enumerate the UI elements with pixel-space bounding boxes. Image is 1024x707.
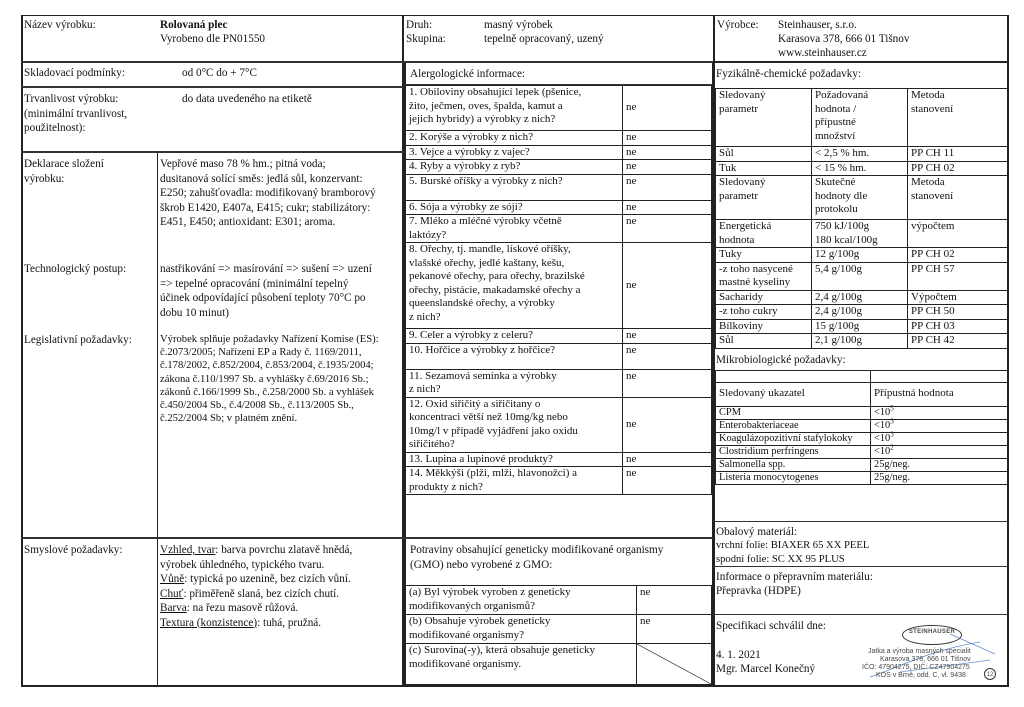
micro-name: Koagulázopozitivní stafylokoky xyxy=(716,433,871,446)
sensory-item xyxy=(160,543,400,572)
phys-cell: Tuky xyxy=(716,248,812,263)
phys-cell: Skutečné hodnoty dle protokolu xyxy=(812,176,908,220)
sensory-key: Vzhled, tvar xyxy=(160,544,216,556)
tech-label: Technologický postup: xyxy=(24,263,127,275)
micro-row xyxy=(716,433,1008,446)
approved-label: Specifikaci schválil dne: xyxy=(716,620,826,632)
phys-cell: < 15 % hm. xyxy=(812,161,908,176)
composition-value: Vepřové maso 78 % hm.; pitná voda; dusitanová solící směs: jedlá sůl, konzervant: E250; zahušťovadla: modifikovaný bramborový škrob E1420, E407a, E415; cukr; stabilizátory: E451, E450; antioxidant: E301; aroma. xyxy=(160,158,376,228)
micro-name: Clostridium perfringens xyxy=(716,446,871,459)
allergen-answer: ne xyxy=(623,215,712,243)
phys-cell: PP CH 42 xyxy=(908,334,1008,349)
micro-base: <10 xyxy=(874,407,891,418)
stamp-brand: STEINHAUSER xyxy=(908,629,956,635)
allergen-table xyxy=(406,85,712,495)
allergen-question: 2. Korýše a výrobky z nich? xyxy=(406,131,623,146)
sensory-value: : přiměřeně slaná, bez cizích chutí. xyxy=(183,587,340,600)
approved-by: Mgr. Marcel Konečný xyxy=(716,663,816,675)
type-label: Druh: xyxy=(406,19,433,31)
micro-header-cell: Přípustná hodnota xyxy=(871,383,1008,407)
allergen-row xyxy=(406,200,712,215)
gmo-row xyxy=(406,615,712,644)
phys-row xyxy=(716,248,1008,263)
sensory-value: : barva povrchu zlatavě hnědá, výrobek úhledného, typického tvaru. xyxy=(160,544,353,571)
allergen-answer: ne xyxy=(623,200,712,215)
allergen-answer: ne xyxy=(623,452,712,467)
producer-label: Výrobce: xyxy=(717,19,759,31)
allergen-question: 5. Burské oříšky a výrobky z nich? xyxy=(406,174,623,200)
allergen-row xyxy=(406,343,712,369)
gmo-row xyxy=(406,644,712,685)
sensory-label: Smyslové požadavky: xyxy=(24,544,123,556)
phys-cell: 15 g/100g xyxy=(812,319,908,334)
allergen-question: 13. Lupina a lupinové produkty? xyxy=(406,452,623,467)
divider xyxy=(713,614,1009,615)
phys-cell: Metoda stanovení xyxy=(908,89,1008,147)
allergen-answer: ne xyxy=(623,160,712,175)
allergen-question: 9. Celer a výrobky z celeru? xyxy=(406,329,623,344)
micro-table xyxy=(715,370,1008,485)
allergen-answer: ne xyxy=(623,145,712,160)
product-standard: Vyrobeno dle PN01550 xyxy=(160,33,266,45)
micro-text: 25g/neg. xyxy=(874,459,911,470)
stamp-line: Jatka a výroba masných specialit xyxy=(868,648,971,655)
sensory-item xyxy=(160,572,400,587)
allergen-question: 14. Měkkýši (plži, mlži, hlavonožci) a produkty z nich? xyxy=(406,467,623,495)
shelf-life-label: Trvanlivost výrobku: (minimální trvanlivost, použitelnost): xyxy=(24,93,128,134)
micro-header-row xyxy=(716,383,1008,407)
micro-name: Salmonella spp. xyxy=(716,459,871,472)
micro-exponent: 3 xyxy=(890,417,894,426)
sensory-item xyxy=(160,587,400,602)
divider xyxy=(21,61,404,63)
allergen-question: 12. Oxid siřičitý a siřičitany o koncentraci větší než 10mg/kg nebo 10mg/l v případě vyjádření jako oxidu siřičitého? xyxy=(406,397,623,452)
allergen-question: 1. Obiloviny obsahující lepek (pšenice, žito, ječmen, oves, špalda, kamut a jejich hybridy) a výrobky z nich? xyxy=(406,86,623,131)
micro-exponent: 5 xyxy=(890,404,894,413)
allergen-row xyxy=(406,397,712,452)
phys-cell: PP CH 02 xyxy=(908,161,1008,176)
micro-base: <10 xyxy=(874,420,891,431)
allergen-row xyxy=(406,160,712,175)
gmo-question: (b) Obsahuje výrobek geneticky modifikované organismy? xyxy=(406,615,637,644)
divider xyxy=(21,151,404,153)
phys-cell: Bílkoviny xyxy=(716,319,812,334)
producer-address: Karasova 378, 666 01 Tišnov xyxy=(778,33,910,45)
phys-row xyxy=(716,319,1008,334)
sensory-key: Chuť xyxy=(160,587,184,600)
phys-row xyxy=(716,262,1008,290)
sensory-value: : tuhá, pružná. xyxy=(257,616,322,629)
phys-cell: Sůl xyxy=(716,147,812,162)
allergen-row xyxy=(406,145,712,160)
gmo-answer: ne xyxy=(637,586,712,615)
allergen-answer: ne xyxy=(623,131,712,146)
phys-cell: Sledovaný parametr xyxy=(716,89,812,147)
sensory-key: Vůně xyxy=(160,573,185,585)
allergen-answer: ne xyxy=(623,369,712,397)
product-name-label: Název výrobku: xyxy=(24,19,96,31)
allergen-question: 4. Ryby a výrobky z ryb? xyxy=(406,160,623,175)
approved-date: 4. 1. 2021 xyxy=(716,649,761,661)
shelf-life-value: do data uvedeného na etiketě xyxy=(182,93,312,105)
phys-cell: PP CH 02 xyxy=(908,248,1008,263)
allergen-question: 11. Sezamová semínka a výrobky z nich? xyxy=(406,369,623,397)
phys-title: Fyzikálně-chemické požadavky: xyxy=(716,68,862,80)
allergen-answer: ne xyxy=(623,174,712,200)
storage-label: Skladovací podmínky: xyxy=(24,67,125,79)
phys-row xyxy=(716,161,1008,176)
stamp-line: Karasova 378, 666 01 Tišnov xyxy=(880,656,971,663)
phys-cell: 12 g/100g xyxy=(812,248,908,263)
phys-row xyxy=(716,290,1008,305)
micro-cell xyxy=(716,371,871,383)
phys-cell: Energetická hodnota xyxy=(716,220,812,248)
allergen-question: 3. Vejce a výrobky z vajec? xyxy=(406,145,623,160)
micro-base: <10 xyxy=(874,433,891,444)
allergen-row xyxy=(406,86,712,131)
stamp-line: IČO: 47904275, DIČ: CZ47904275 xyxy=(862,664,970,671)
phys-cell: PP CH 03 xyxy=(908,319,1008,334)
phys-cell: Sledovaný parametr xyxy=(716,176,812,220)
sensory-value: : typická po uzenině, bez cizích vůní. xyxy=(184,573,351,585)
allergen-title: Alergologické informace: xyxy=(410,68,526,80)
micro-row xyxy=(716,446,1008,459)
allergen-row xyxy=(406,329,712,344)
micro-value xyxy=(871,443,1008,459)
phys-cell: -z toho nasycené mastné kyseliny xyxy=(716,262,812,290)
producer-web: www.steinhauser.cz xyxy=(778,47,867,59)
phys-row xyxy=(716,89,1008,147)
phys-cell: Metoda stanovení xyxy=(908,176,1008,220)
micro-value xyxy=(871,459,1008,472)
sensory-key: Barva xyxy=(160,602,187,614)
stamp-line: KOS v Brně, odd. C, vl. 9438 xyxy=(876,672,966,679)
strike-diagonal xyxy=(637,644,711,684)
micro-name: Listeria monocytogenes xyxy=(716,472,871,485)
phys-cell: PP CH 50 xyxy=(908,305,1008,320)
micro-header-cell: Sledovaný ukazatel xyxy=(716,383,871,407)
sensory-key: Textura (konzistence) xyxy=(160,616,258,629)
gmo-question: (c) Surovina(-y), která obsahuje geneticky modifikované organismy. xyxy=(406,644,637,685)
sensory-item xyxy=(160,616,400,631)
phys-cell: 750 kJ/100g 180 kcal/100g xyxy=(812,220,908,248)
phys-cell: 2,1 g/100g xyxy=(812,334,908,349)
packaging-title: Obalový materiál: xyxy=(716,526,798,538)
divider xyxy=(713,521,1009,522)
transport-title: Informace o přepravním materiálu: xyxy=(716,571,873,583)
phys-cell: PP CH 57 xyxy=(908,262,1008,290)
micro-exponent: 2 xyxy=(890,443,894,452)
phys-cell: 2,4 g/100g xyxy=(812,305,908,320)
allergen-answer: ne xyxy=(623,397,712,452)
allergen-answer: ne xyxy=(623,329,712,344)
micro-name: CPM xyxy=(716,407,871,420)
company-stamp xyxy=(860,622,1000,684)
allergen-answer: ne xyxy=(623,343,712,369)
allergen-row xyxy=(406,215,712,243)
micro-row xyxy=(716,472,1008,485)
packaging-bottom: spodní folie: SC XX 95 PLUS xyxy=(716,554,845,565)
composition-label: Deklarace složení výrobku: xyxy=(24,158,104,185)
micro-exponent: 3 xyxy=(890,430,894,439)
type-value: masný výrobek xyxy=(484,19,553,31)
stamp-number: 12 xyxy=(984,668,996,680)
packaging-top: vrchní folie: BIAXER 65 XX PEEL xyxy=(716,540,870,551)
micro-title: Mikrobiologické požadavky: xyxy=(716,354,846,366)
allergen-row xyxy=(406,174,712,200)
phys-cell: Požadovaná hodnota / přípustné množství xyxy=(812,89,908,147)
micro-spacer-row xyxy=(716,371,1008,383)
phys-cell: Sacharidy xyxy=(716,290,812,305)
phys-cell: 2,4 g/100g xyxy=(812,290,908,305)
allergen-answer: ne xyxy=(623,243,712,329)
transport-value: Přepravka (HDPE) xyxy=(716,585,801,597)
allergen-row xyxy=(406,452,712,467)
phys-cell: < 2,5 % hm. xyxy=(812,147,908,162)
micro-value xyxy=(871,472,1008,485)
phys-cell: PP CH 11 xyxy=(908,147,1008,162)
legis-label: Legislativní požadavky: xyxy=(24,334,132,346)
sensory-item xyxy=(160,601,400,616)
allergen-row xyxy=(406,369,712,397)
micro-row xyxy=(716,407,1008,420)
tech-value: nastřikování => masírování => sušení => uzení => tepelné opracování (minimální tepelný účinek odpovídající působení teploty 70°C po dobu 10 minut) xyxy=(160,263,372,319)
allergen-answer: ne xyxy=(623,467,712,495)
micro-row xyxy=(716,459,1008,472)
phys-row xyxy=(716,147,1008,162)
gmo-answer: ne xyxy=(637,615,712,644)
phys-row xyxy=(716,334,1008,349)
left-column-divider xyxy=(157,152,158,687)
phys-cell: 5,4 g/100g xyxy=(812,262,908,290)
product-name: Rolovaná plec xyxy=(160,19,228,31)
allergen-question: 6. Sója a výrobky ze sóji? xyxy=(406,200,623,215)
storage-value: od 0°C do + 7°C xyxy=(182,67,257,79)
producer-name: Steinhauser, s.r.o. xyxy=(778,19,857,31)
sensory-list xyxy=(160,543,400,630)
allergen-question: 7. Mléko a mléčné výrobky včetně laktózy? xyxy=(406,215,623,243)
gmo-row xyxy=(406,586,712,615)
group-value: tepelně opracovaný, uzený xyxy=(484,33,604,45)
phys-row xyxy=(716,220,1008,248)
allergen-question: 10. Hořčice a výrobky z hořčice? xyxy=(406,343,623,369)
allergen-answer: ne xyxy=(623,86,712,131)
allergen-question: 8. Ořechy, tj. mandle, lískové oříšky, vlašské ořechy, jedlé kaštany, kešu, pekanové ořechy, para ořechy, brazilské ořechy, pistácie, makadamské ořechy a queenslandské ořechy, a výrobky z nich? xyxy=(406,243,623,329)
phys-table xyxy=(715,88,1008,349)
allergen-row xyxy=(406,131,712,146)
phys-cell: Tuk xyxy=(716,161,812,176)
micro-base: <10 xyxy=(874,446,891,457)
gmo-question: (a) Byl výrobek vyroben z geneticky modifikovaných organismů? xyxy=(406,586,637,615)
gmo-table xyxy=(406,585,712,685)
phys-cell: Výpočtem xyxy=(908,290,1008,305)
phys-cell: výpočtem xyxy=(908,220,1008,248)
allergen-row xyxy=(406,467,712,495)
micro-row xyxy=(716,420,1008,433)
gmo-title: Potraviny obsahující geneticky modifikované organismy (GMO) nebo vyrobené z GMO: xyxy=(410,544,664,571)
phys-row xyxy=(716,176,1008,220)
divider xyxy=(21,537,404,539)
divider xyxy=(713,566,1009,567)
legis-value: Výrobek splňuje požadavky Nařízení Komise (ES): č.2073/2005; Nařízení EP a Rady č. 1169/2011, č.178/2002, č.852/2004, č.853/2004, č.1935/2004; zákona č.110/1997 Sb. a vyhlášky č.69/2016 Sb.; zákonů č.166/1999 Sb., č.258/2000 Sb. a vyhlášek č.450/2004 Sb., č.4/2008 Sb., č.113/2005 Sb., č.252/2004 Sb; v platném znění. xyxy=(160,334,379,425)
gmo-answer xyxy=(637,644,712,685)
phys-cell: Sůl xyxy=(716,334,812,349)
phys-cell: -z toho cukry xyxy=(716,305,812,320)
stamp-logo-oval xyxy=(902,625,962,645)
sensory-value: : na řezu masově růžová. xyxy=(186,602,299,614)
micro-name: Enterobakteriaceae xyxy=(716,420,871,433)
allergen-row xyxy=(406,243,712,329)
micro-text: 25g/neg. xyxy=(874,472,911,483)
divider xyxy=(21,86,404,88)
group-label: Skupina: xyxy=(406,33,446,45)
phys-row xyxy=(716,305,1008,320)
micro-cell xyxy=(871,371,1008,383)
